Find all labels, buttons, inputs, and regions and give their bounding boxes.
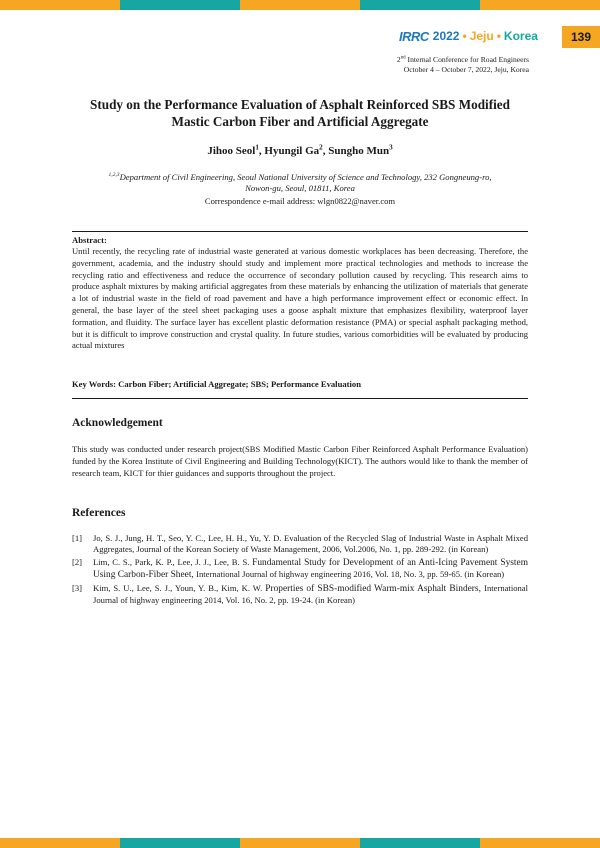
acknowledgement-text: This study was conducted under research project(SBS Modified Mastic Carbon Fiber Reinforced Asphalt Performance Evaluation) funded by the Korea Institute of Civil Engineering and Building Technology(KICT). The authors would like to thank the member of research team, KICT for thier guidances and supports throughout the project. [72,444,528,478]
paper-title: Study on the Performance Evaluation of Asphalt Reinforced SBS Modified Mastic Carbon Fiber and Artificial Aggregate [90,97,510,129]
reference-item: [1] Jo, S. J., Jung, H. T., Seo, Y. C., Lee, H. H., Yu, Y. D. Evaluation of the Recycled Slag of Industrial Waste in Asphalt Mixed Aggregates, Journal of the Korean Society of Waste Management, 2006, Vol.2006, No. 1, pp. 289-292. (in Korean) [72,533,528,555]
conference-dates: October 4 – October 7, 2022, Jeju, Korea [403,65,529,74]
logo-city: Jeju [469,29,494,43]
reference-item: [3] Kim, S. U., Lee, S. J., Youn, Y. B., Kim, K. W. Properties of SBS-modified Warm-mix Asphalt Binders, International Journal of highway engineering 2014, Vol. 16, No. 2, pp. 19-24. (in Korean) [72,582,528,606]
author: Sungho Mun$^3$ [328,143,393,157]
conference-logo: IRRC 2022 • Jeju • Korea [399,28,538,44]
bottom-color-stripe [0,838,600,848]
keywords: Key Words: Carbon Fiber; Artificial Aggregate; SBS; Performance Evaluation [72,379,361,389]
logo-year: 2022 [432,29,460,43]
references-heading: References [72,507,126,519]
author: Hyungil Ga$^2$ [264,143,323,157]
abstract-text: Until recently, the recycling rate of industrial waste generated at various domestic workplaces has been decreasing. Therefore, the government, academia, and the industry should study and implement more practical technologies and methods to increase the recycling ratio and effectiveness and reduce the occurrence of secondary pollution caused by recycling. This research aims to produce asphalt mixtures by making artificial aggregates from these materials by enhancing the utilization of materials that generate a lot of industrial waste in the field of road pavement and have a high performance improvement effect or economic effect. In general, the base layer of the steel sheet packaging uses a goose asphalt mixture that emphasizes flexibility, waterproof layer formation, and fluidity. The surface layer has excellent plastic deformation resistance (PMA) or special asphalt packaging method, but it is difficult to improve construction and crystal quality. In future studies, various comorbidities will be evaluated by producing actual mixtures [72,246,528,351]
reference-list [72,533,528,607]
author-list: Jihoo Seol$^1$, Hyungil Ga$^2$, Sungho Mun$^3$ [207,143,393,157]
logo-mark: IRRC [399,28,429,44]
divider [72,398,528,399]
divider [72,231,528,232]
conference-info [397,55,529,75]
page-number: 139 [562,26,600,48]
correspondence-email: Correspondence e-mail address: wlgn0822@naver.com [204,196,396,206]
reference-item: [2] Lim, C. S., Park, K. P., Lee, J. J., Lee, B. S. Fundamental Study for Development of an Anti-Icing Pavement System Using Carbon-Fiber Sheet, International Journal of highway engineering 2016, Vol. 18, No. 3, pp. 59-65. (in Korean) [72,556,528,581]
top-color-stripe [0,0,600,10]
logo-country: Korea [503,29,538,43]
conference-name-line: 2nd Internal Conference for Road Engineers [396,55,529,64]
affiliation: $^{1,2,3}$Department of Civil Engineering, Seoul National University of Science and Technology, 232 Gongneung-ro, Nowon-gu, Seoul, 01811, Korea [108,172,492,193]
author: Jihoo Seol$^1$ [207,143,259,157]
abstract-heading: Abstract: [72,235,107,245]
acknowledgement-heading: Acknowledgement [72,417,163,429]
